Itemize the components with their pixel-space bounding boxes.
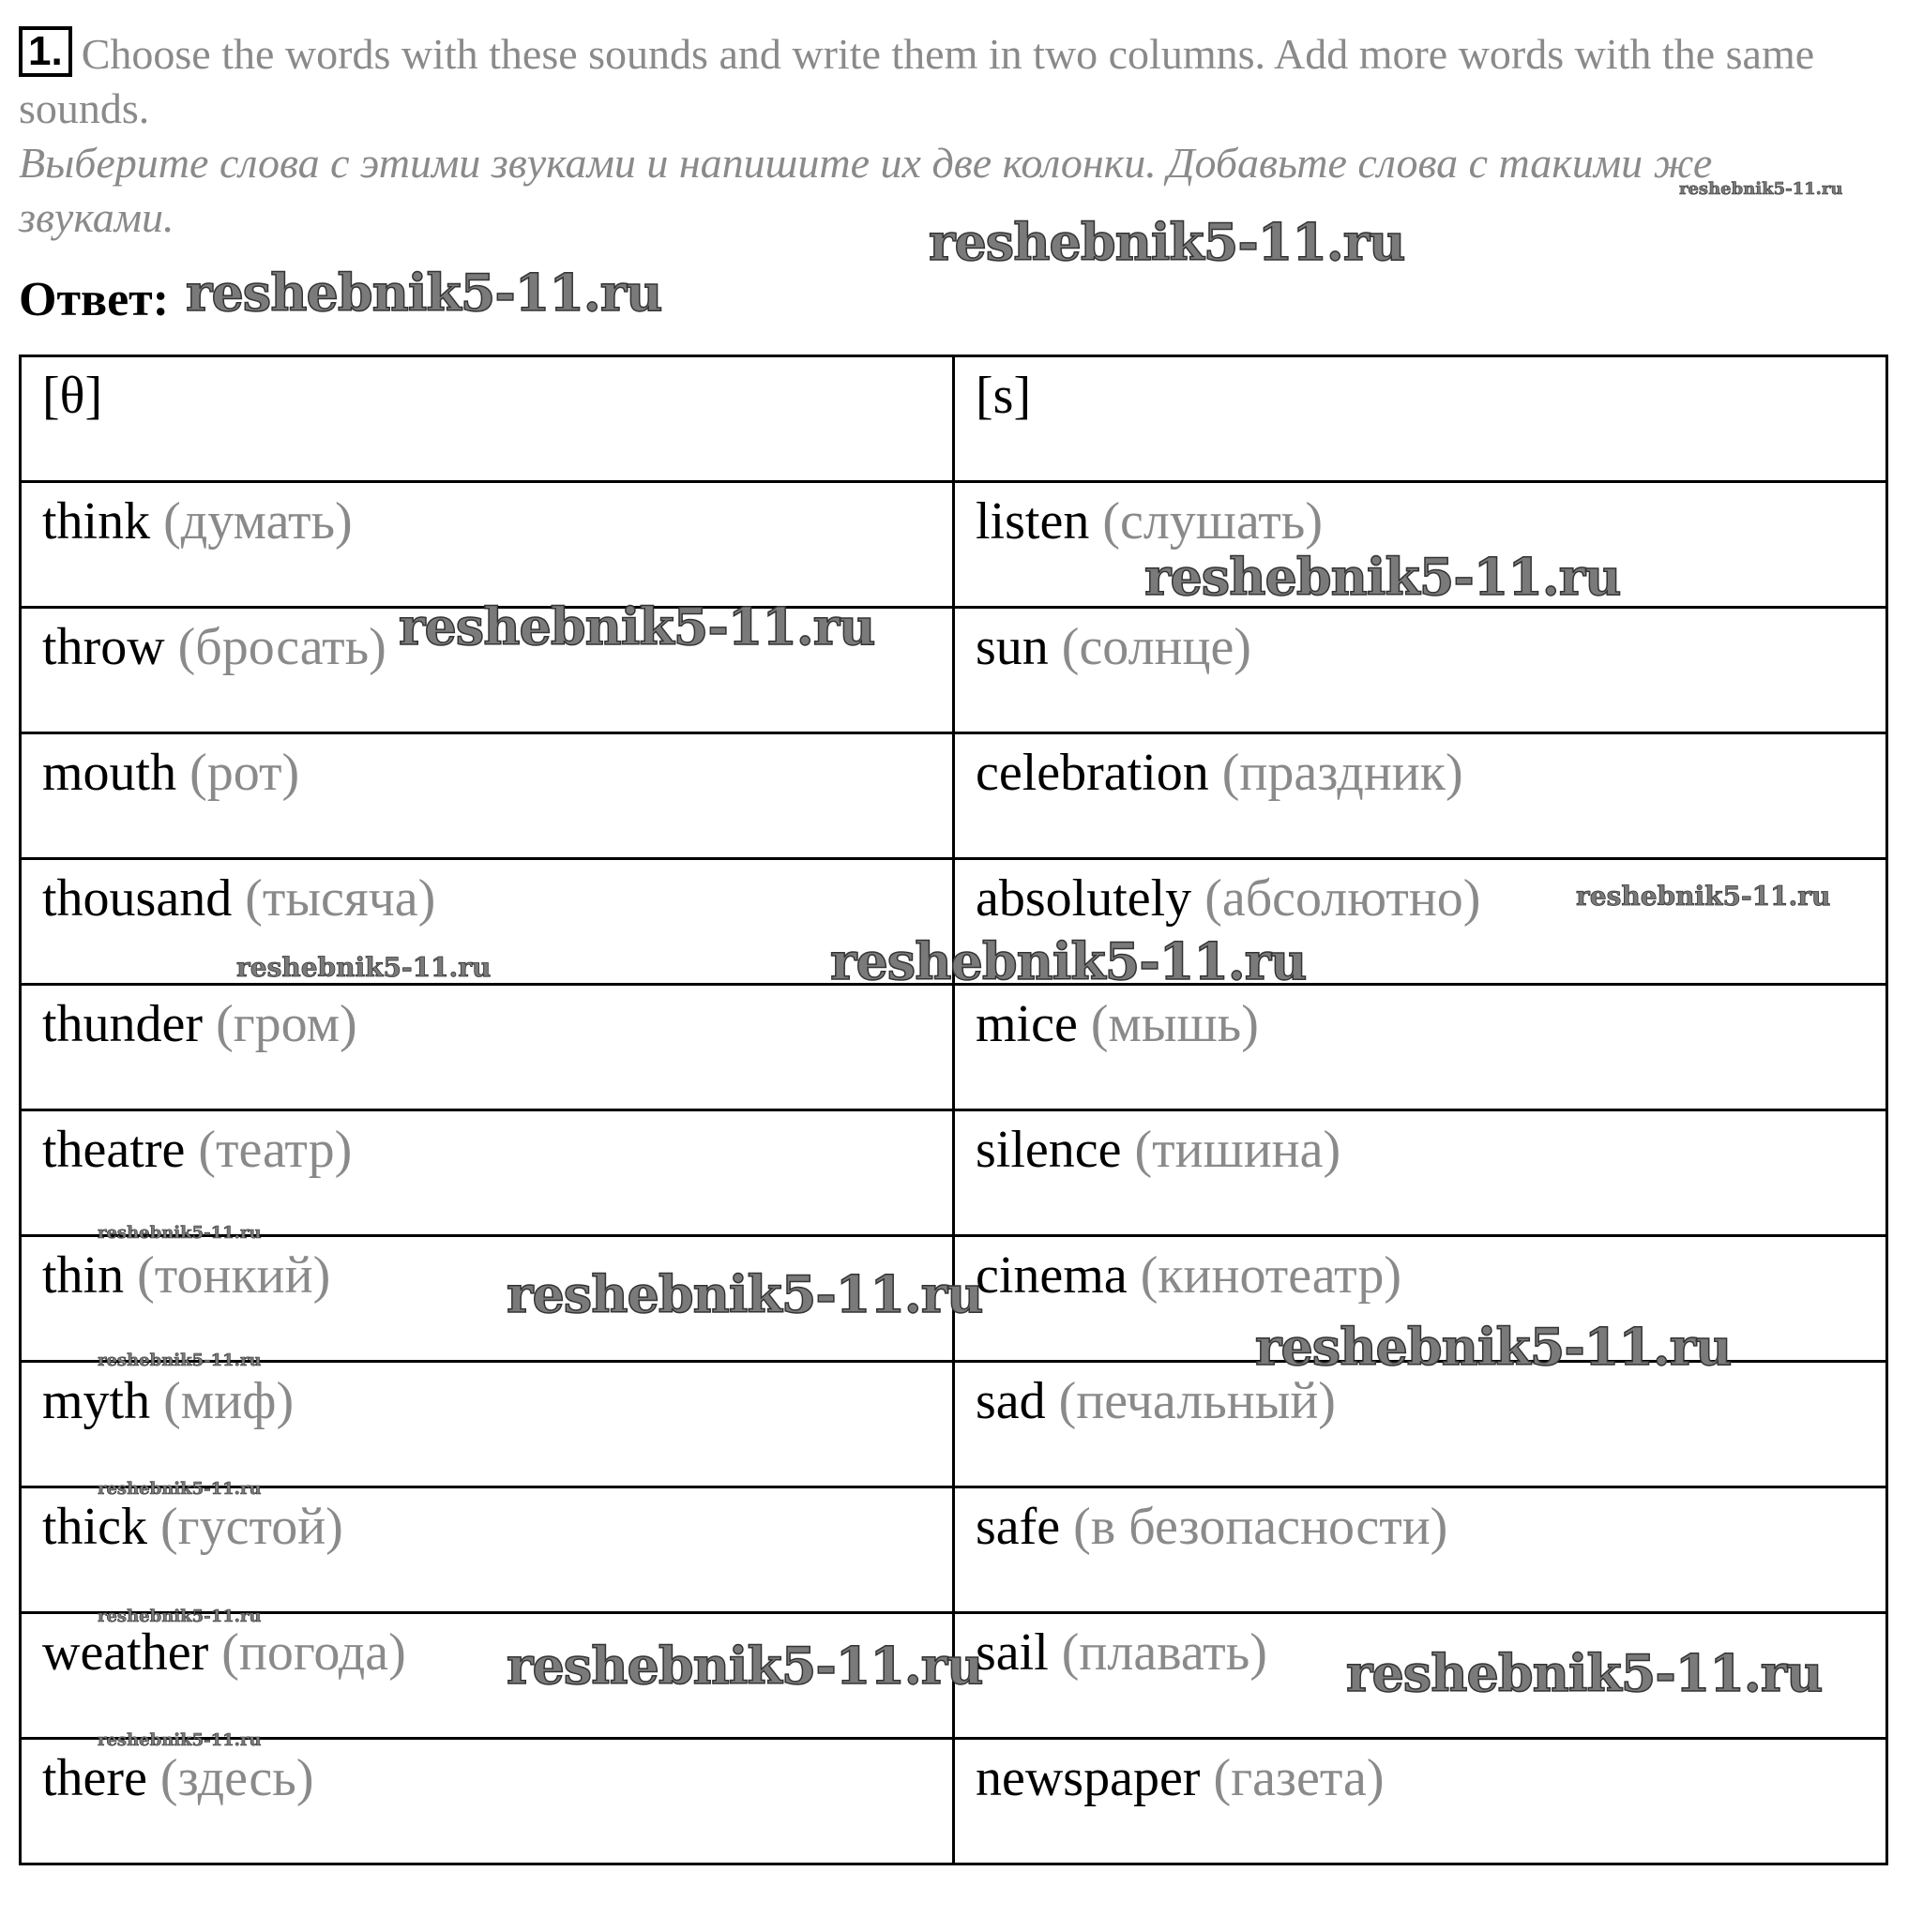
watermark: reshebnik5-11.ru — [98, 1351, 262, 1370]
table-header-row — [21, 356, 1887, 482]
table-row — [21, 733, 1887, 859]
watermark: reshebnik5-11.ru — [98, 1730, 262, 1750]
s-word-cell — [954, 1739, 1887, 1864]
table-row — [21, 1487, 1887, 1613]
s-column-header: [s] — [954, 356, 1887, 482]
instruction-russian: Выберите слова с этими звуками и напишите их две колонки. Добавьте слова с такими же звуками. — [19, 139, 1713, 241]
watermark: reshebnik5-11.ru — [98, 1607, 262, 1626]
russian-translation: (мышь) — [1090, 995, 1259, 1053]
english-word: think — [42, 492, 151, 551]
s-word-cell — [954, 1487, 1887, 1613]
russian-translation: (тишина) — [1134, 1121, 1341, 1179]
english-word: thousand — [42, 869, 233, 928]
russian-translation: (плавать) — [1061, 1623, 1267, 1682]
english-word: absolutely — [976, 869, 1192, 928]
english-word: theatre — [42, 1121, 186, 1179]
theta-word-cell — [21, 985, 954, 1110]
english-word: throw — [42, 618, 165, 676]
table-row — [21, 608, 1887, 733]
watermark: reshebnik5-11.ru — [399, 596, 875, 657]
russian-translation: (кинотеатр) — [1140, 1246, 1401, 1305]
s-word-cell — [954, 733, 1887, 859]
watermark: reshebnik5-11.ru — [1576, 881, 1831, 912]
english-word: mice — [976, 995, 1078, 1053]
watermark: reshebnik5-11.ru — [98, 1479, 262, 1499]
english-word: thick — [42, 1498, 147, 1556]
theta-word-cell — [21, 482, 954, 608]
english-word: sail — [976, 1623, 1049, 1682]
english-word: celebration — [976, 744, 1209, 802]
watermark: reshebnik5-11.ru — [1679, 179, 1843, 199]
watermark: reshebnik5-11.ru — [236, 952, 492, 983]
russian-translation: (здесь) — [159, 1749, 314, 1807]
watermark: reshebnik5-11.ru — [98, 1223, 262, 1243]
russian-translation: (тысяча) — [245, 869, 436, 928]
russian-translation: (погода) — [221, 1623, 406, 1682]
theta-word-cell — [21, 1739, 954, 1864]
watermark: reshebnik5-11.ru — [507, 1264, 983, 1324]
task-number: 1. — [19, 26, 72, 77]
watermark: reshebnik5-11.ru — [1255, 1317, 1732, 1377]
english-word: thin — [42, 1246, 125, 1305]
watermark: reshebnik5-11.ru — [1144, 547, 1621, 607]
theta-word-cell — [21, 733, 954, 859]
theta-word-cell — [21, 1110, 954, 1236]
instruction-english: Choose the words with these sounds and write them in two columns. Add more words with the same sounds. — [19, 30, 1815, 132]
watermark: reshebnik5-11.ru — [1346, 1643, 1823, 1703]
english-word: sun — [976, 618, 1049, 676]
russian-translation: (праздник) — [1221, 744, 1463, 802]
english-word: sad — [976, 1372, 1046, 1430]
russian-translation: (тонкий) — [137, 1246, 331, 1305]
theta-column-header: [θ] — [21, 356, 954, 482]
table-row — [21, 1362, 1887, 1487]
s-word-cell — [954, 985, 1887, 1110]
russian-translation: (слушать) — [1102, 492, 1323, 551]
s-word-cell — [954, 1110, 1887, 1236]
s-word-cell — [954, 608, 1887, 733]
english-word: weather — [42, 1623, 209, 1682]
english-word: mouth — [42, 744, 177, 802]
russian-translation: (густой) — [159, 1498, 343, 1556]
watermark: reshebnik5-11.ru — [507, 1636, 983, 1696]
russian-translation: (бросать) — [177, 618, 386, 676]
watermark: reshebnik5-11.ru — [830, 931, 1307, 991]
table-row — [21, 1110, 1887, 1236]
russian-translation: (миф) — [163, 1372, 295, 1430]
english-word: newspaper — [976, 1749, 1201, 1807]
russian-translation: (печальный) — [1058, 1372, 1336, 1430]
english-word: myth — [42, 1372, 151, 1430]
table-row — [21, 1739, 1887, 1864]
english-word: safe — [976, 1498, 1061, 1556]
russian-translation: (гром) — [216, 995, 357, 1053]
english-word: listen — [976, 492, 1090, 551]
answer-label: Ответ: — [19, 273, 170, 326]
s-word-cell — [954, 1362, 1887, 1487]
theta-word-cell — [21, 1362, 954, 1487]
theta-word-cell — [21, 1487, 954, 1613]
russian-translation: (в безопасности) — [1073, 1498, 1448, 1556]
russian-translation: (рот) — [189, 744, 300, 802]
watermark: reshebnik5-11.ru — [929, 212, 1405, 272]
russian-translation: (газета) — [1213, 1749, 1385, 1807]
russian-translation: (солнце) — [1061, 618, 1251, 676]
english-word: cinema — [976, 1246, 1128, 1305]
english-word: silence — [976, 1121, 1122, 1179]
russian-translation: (думать) — [163, 492, 353, 551]
english-word: there — [42, 1749, 147, 1807]
watermark: reshebnik5-11.ru — [186, 263, 662, 323]
russian-translation: (театр) — [198, 1121, 353, 1179]
table-row — [21, 985, 1887, 1110]
russian-translation: (абсолютно) — [1204, 869, 1481, 928]
english-word: thunder — [42, 995, 204, 1053]
